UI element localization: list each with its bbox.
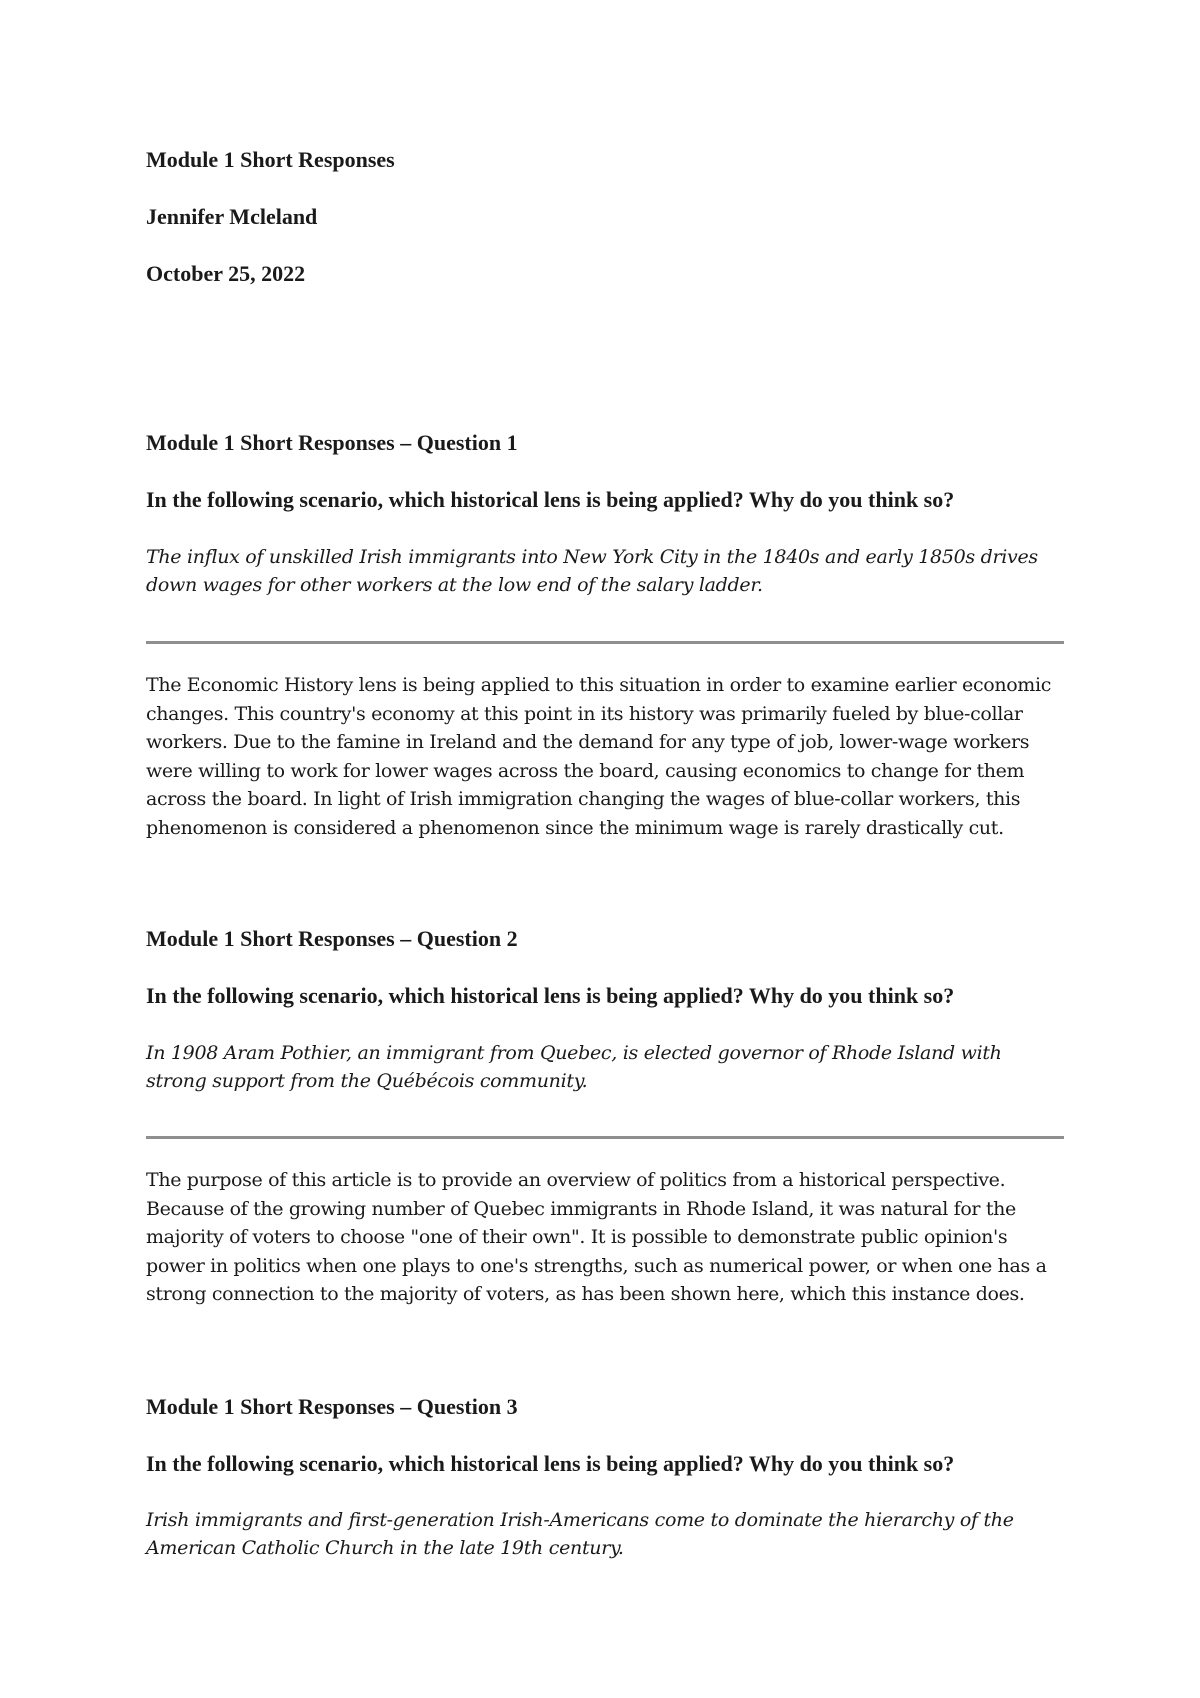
document-date: October 25, 2022	[146, 261, 306, 286]
question-1-answer: The Economic History lens is being applied to this situation in order to examine earlier economic changes. This country's economy at this point in its history was primarily fueled by blue-collar workers. Due to the famine in Ireland and the demand for any type of job, lower-wage workers were willing to work for lower wages across the board, causing economics to change for them across the board. In light of Irish immigration changing the wages of blue-collar workers, this phenomenon is considered a phenomenon since the minimum wage is rarely drastically cut.	[146, 674, 1051, 839]
author-name: Jennifer Mcleland	[146, 204, 318, 229]
question-3-scenario: Irish immigrants and first-generation Irish-Americans come to dominate the hierarchy of the American Catholic Church in the late 19th century.	[146, 1509, 1014, 1559]
question-2-prompt: In the following scenario, which historical lens is being applied? Why do you think so?	[146, 983, 955, 1008]
question-2-divider	[146, 1136, 1064, 1139]
document-title: Module 1 Short Responses	[146, 147, 395, 172]
question-1-divider	[146, 641, 1064, 644]
question-1-heading: Module 1 Short Responses – Question 1	[146, 430, 518, 455]
question-2-answer: The purpose of this article is to provide an overview of politics from a historical perspective. Because of the growing number of Quebec immigrants in Rhode Island, it was natural for the majority of voters to choose "one of their own". It is possible to demonstrate public opinion's power in politics when one plays to one's strengths, such as numerical power, or when one has a strong connection to the majority of voters, as has been shown here, which this instance does.	[146, 1169, 1047, 1305]
question-2-scenario: In 1908 Aram Pothier, an immigrant from Quebec, is elected governor of Rhode Island with strong support from the Québécois community.	[146, 1042, 1002, 1092]
question-1-scenario: The influx of unskilled Irish immigrants into New York City in the 1840s and early 1850s drives down wages for other workers at the low end of the salary ladder.	[146, 546, 1038, 596]
question-3-prompt: In the following scenario, which historical lens is being applied? Why do you think so?	[146, 1451, 955, 1476]
question-3-heading: Module 1 Short Responses – Question 3	[146, 1394, 518, 1419]
question-1-prompt: In the following scenario, which historical lens is being applied? Why do you think so?	[146, 487, 955, 512]
question-2-heading: Module 1 Short Responses – Question 2	[146, 926, 518, 951]
